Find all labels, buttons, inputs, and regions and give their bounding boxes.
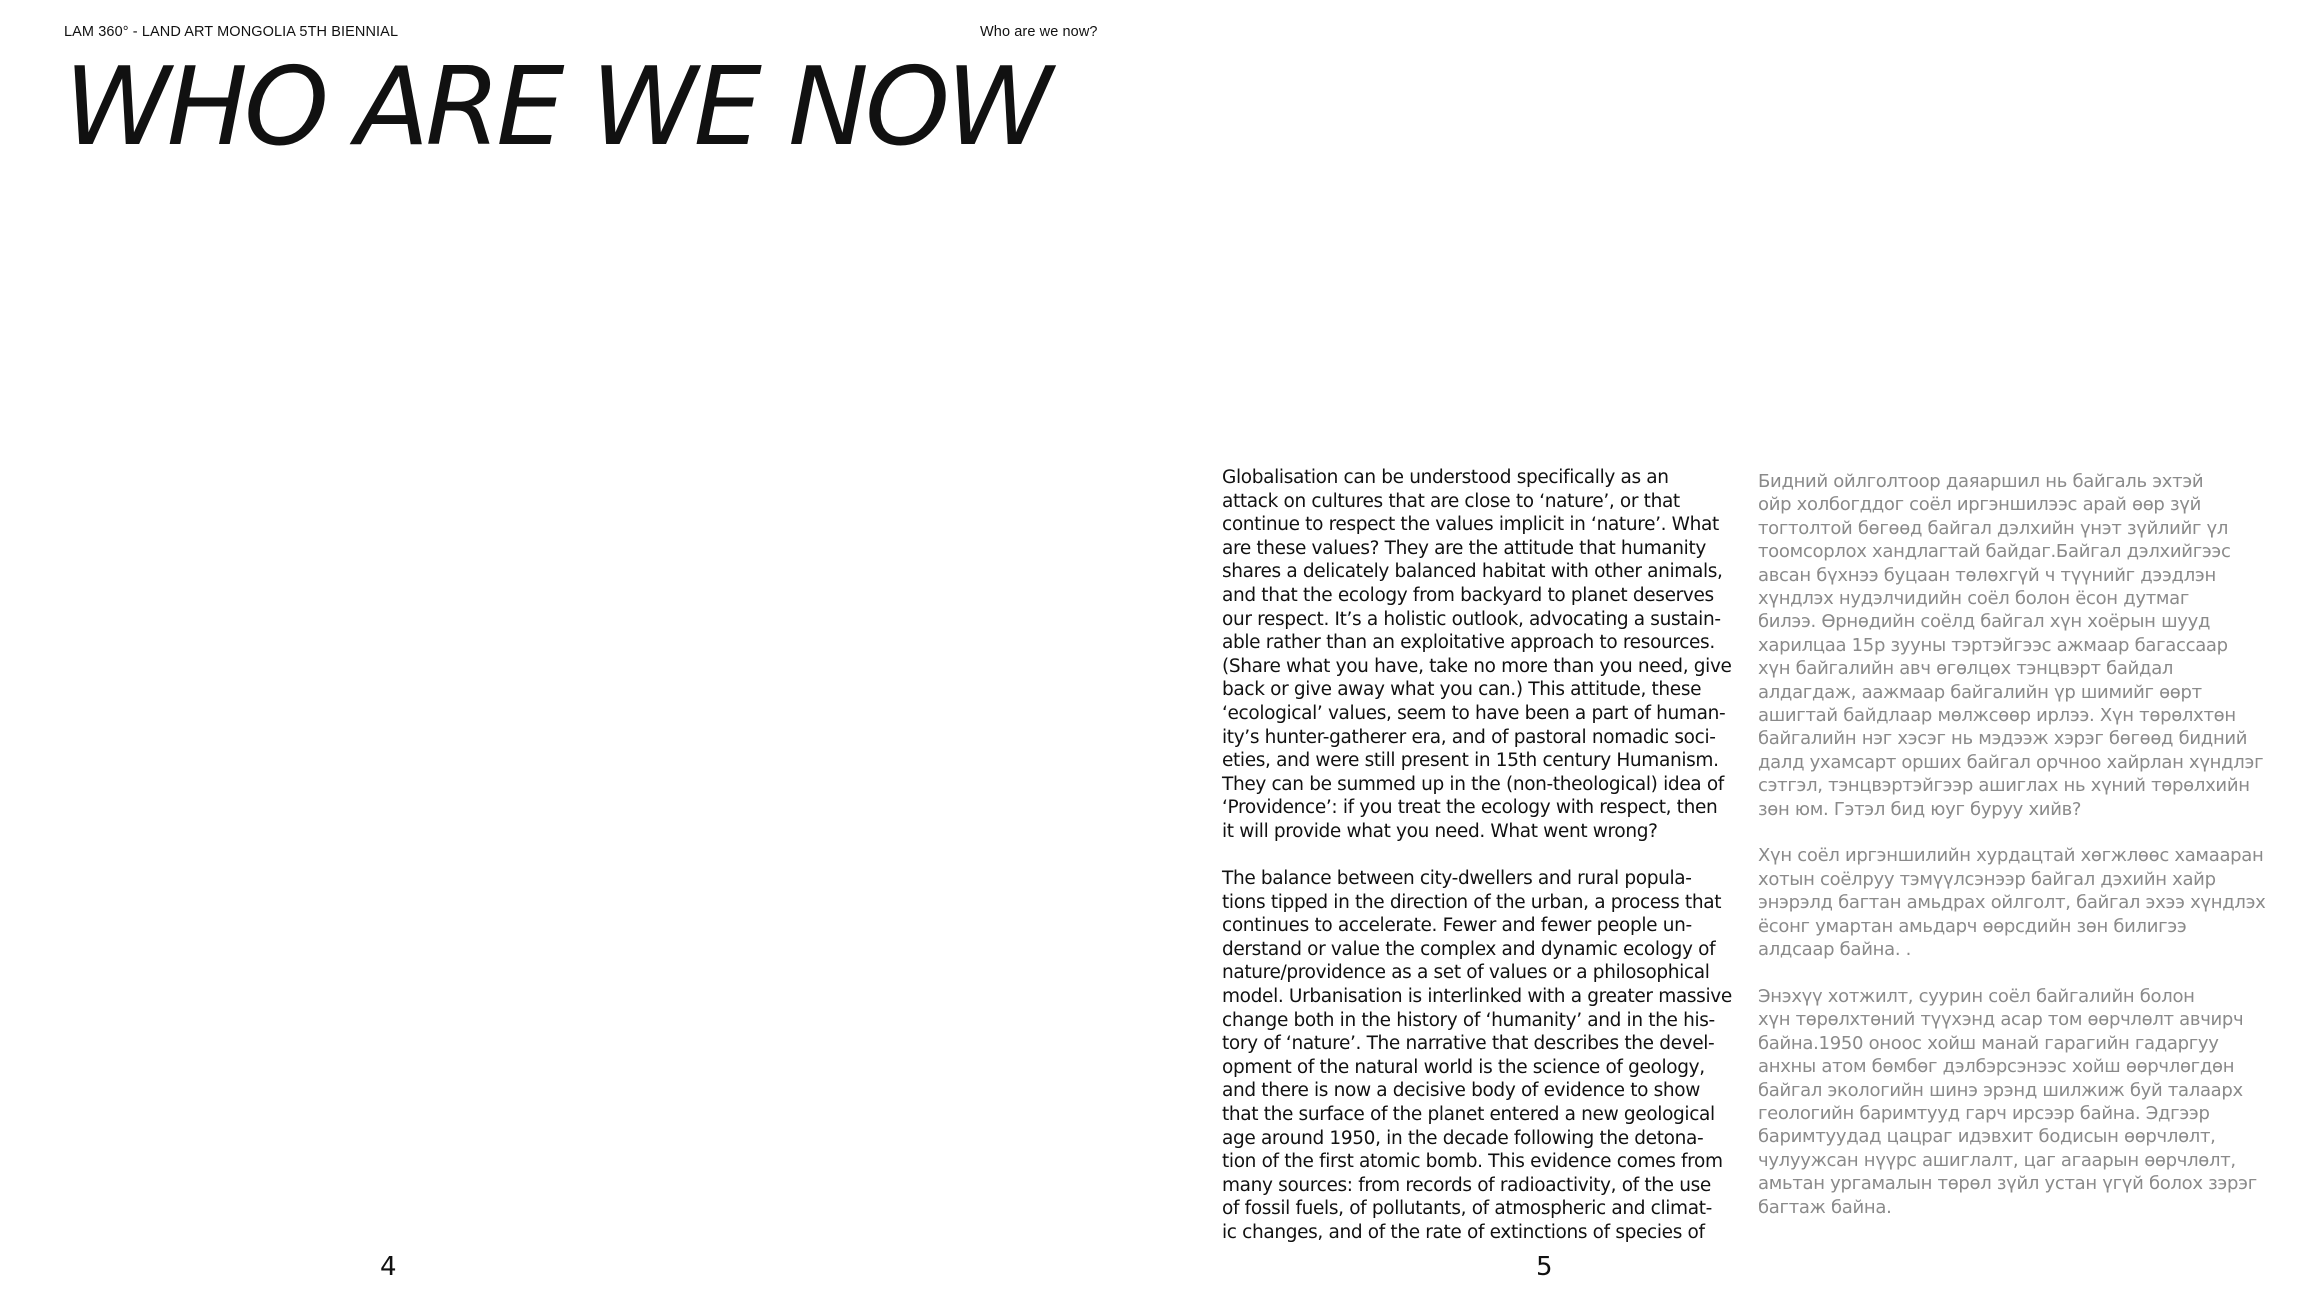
mongolian-paragraph-3: Энэхүү хотжилт, суурин соёл байгалийн болон хүн төрөлхтөний түүхэнд асар том өөрчлөлт авчирч байна.1950 оноос хойш манай гарагийн гадаргуу анхны атом бөмбөг дэлбэрсэнээс хойш өөрчлөгдөн байгал экологийн шинэ эрэнд шилжиж буй талаарх геологийн баримтууд гарч ирсээр байна. Эдгээр баримтуудад цацраг идэвхит бодисын өөрчлөлт, чулуужсан нүүрс ашиглалт, цаг агаарын өөрчлөлт, амьтан ургамалын төрөл зүйл устан үгүй болох зэрэг багтаж байна. xyxy=(1758,985,2257,1218)
english-paragraph-1: Globalisation can be understood specifically as an attack on cultures that are close to ‘nature’, or that continue to respect the values implicit in ‘nature’. What are these values? They are the attitude that humanity shares a delicately balanced habitat with other animals, and that the ecology from backyard to planet deserves our respect. It’s a holistic outlook, advocating a sustain- able rather than an exploitative approach to resources. (Share what you have, take no more than you need, give back or give away what you can.) This attitude, these ‘ecological’ values, seem to have been a part of human- ity’s hunter-gatherer era, and of pastoral nomadic soci- eties, and were still present in 15th century Humanism. They can be summed up in the (non-theological) idea of ‘Providence’: if you treat the ecology with respect, then it will provide what you need. What went wrong? xyxy=(1222,467,1732,842)
chapter-title: WHO ARE WE NOW xyxy=(64,45,1049,170)
mongolian-text-column xyxy=(1758,470,2298,1219)
page-number-right: 5 xyxy=(1536,1252,1553,1282)
running-head-chapter: Who are we now? xyxy=(980,24,1098,40)
english-paragraph-2: The balance between city-dwellers and rural popula- tions tipped in the direction of the urban, a process that continues to accelerate. Fewer and fewer people un- derstand or value the complex and dynamic ecology of nature/providence as a set of values or a philosophical model. Urbanisation is interlinked with a greater massive change both in the history of ‘humanity’ and in the his- tory of ‘nature’. The narrative that describes the devel- opment of the natural world is the science of geology, and there is now a decisive body of evidence to show that the surface of the planet entered a new geological age around 1950, in the decade following the detona- tion of the first atomic bomb. This evidence comes from many sources: from records of radioactivity, of the use of fossil fuels, of pollutants, of atmospheric and climat- ic changes, and of the rate of extinctions of species of xyxy=(1222,868,1732,1243)
english-text-column xyxy=(1222,466,1742,1245)
mongolian-paragraph-2: Хүн соёл иргэншилийн хурдацтай хөгжлөөс хамааран хотын соёлруу тэмүүлсэнээр байгал дэхийн хайр энэрэлд багтан амьдрах ойлголт, байгал эхээ хүндлэх ёсонг умартан амьдарч өөрсдийн зөн билигээ алдсаар байна. . xyxy=(1758,845,2266,961)
running-head-publication: LAM 360° - LAND ART MONGOLIA 5TH BIENNIAL xyxy=(64,24,399,40)
mongolian-paragraph-1: Бидний ойлголтоор даяаршил нь байгаль эхтэй ойр холбогддог соёл иргэншилээс арай өөр зүй тогтолтой бөгөөд байгал дэлхийн үнэт зүйлийг үл тоомсорлох хандлагтай байдаг.Байгал дэлхийгээс авсан бүхнээ буцаан төлөхгүй ч түүнийг дээдлэн хүндлэх нудэлчидийн соёл болон ёсон дутмаг билээ. Өрнөдийн соёлд байгал хүн хоёрын шууд харилцаа 15р зууны тэртэйгээс ажмаар багассаар хүн байгалийн авч өгөлцөх тэнцвэрт байдал алдагдаж, аажмаар байгалийн үр шимийг өөрт ашигтай байдлаар мөлжсөөр ирлээ. Хүн төрөлхтөн байгалийн нэг хэсэг нь мэдээж хэрэг бөгөөд бидний далд ухамсарт орших байгал орчноо хайрлан хүндлэг сэтгэл, тэнцвэртэйгээр ашиглах нь хүний төрөлхийн зөн юм. Гэтэл бид юуг буруу хийв? xyxy=(1758,471,2264,820)
page-number-left: 4 xyxy=(380,1252,397,1282)
